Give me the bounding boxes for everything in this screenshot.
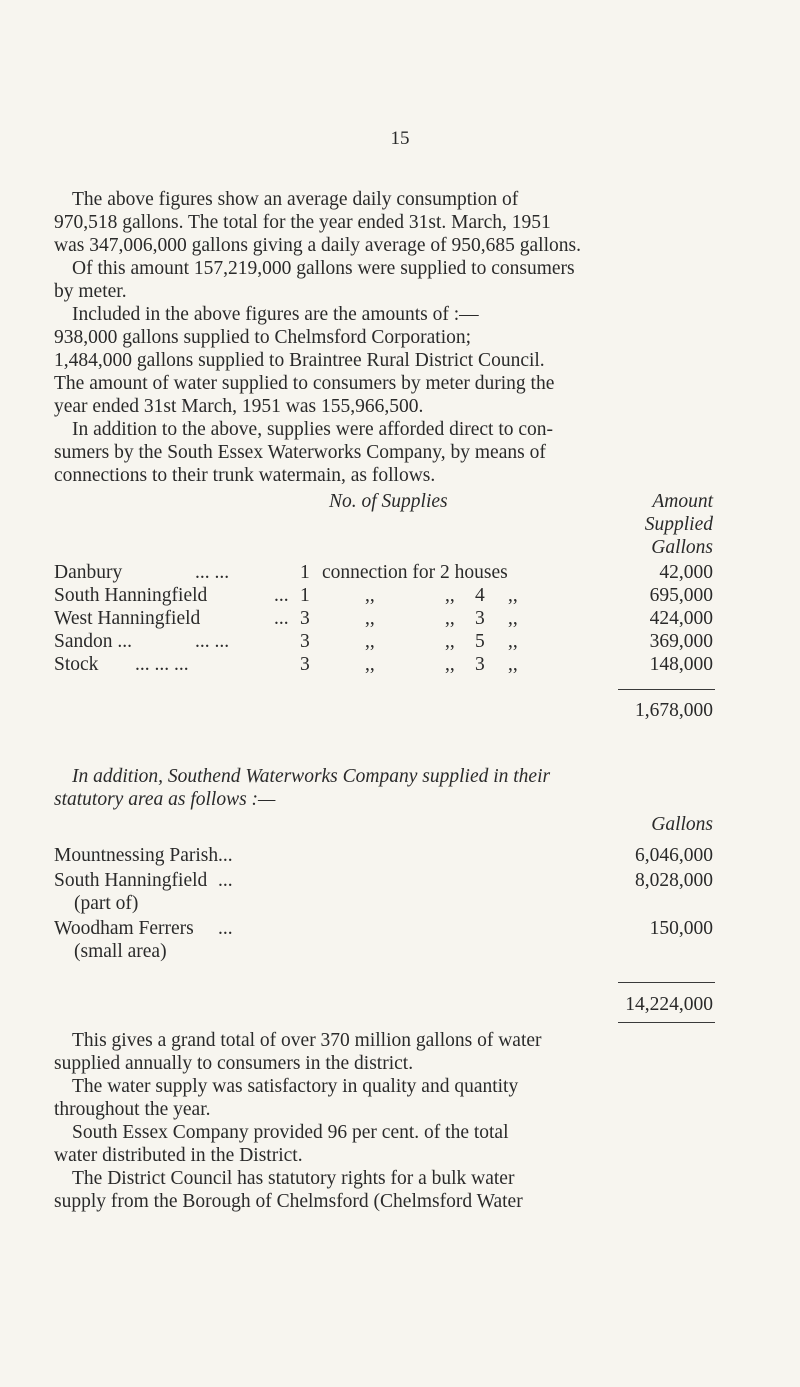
table2-sub: (part of) <box>74 893 139 914</box>
paragraph-line: by meter. <box>54 281 127 302</box>
table2-dots: ... <box>218 918 233 939</box>
table1-num: 1 <box>300 585 310 606</box>
table2-place: Woodham Ferrers <box>54 918 194 939</box>
table1-header-amount: Amount <box>652 491 713 512</box>
page-number: 15 <box>390 128 410 149</box>
table1-place: West Hanningfield <box>54 608 201 629</box>
table1-ditto: ,, <box>445 654 455 675</box>
table2-place: South Hanningfield <box>54 870 208 891</box>
table1-houses: 3 <box>475 608 485 629</box>
paragraph-line: South Essex Company provided 96 per cent. of the total <box>72 1122 509 1143</box>
table1-houses: 3 <box>475 654 485 675</box>
table1-ditto: ,, <box>365 585 375 606</box>
table2-total-rule <box>618 982 715 983</box>
paragraph-line: was 347,006,000 gallons giving a daily average of 950,685 gallons. <box>54 235 581 256</box>
paragraph-line: supply from the Borough of Chelmsford (Chelmsford Water <box>54 1191 523 1212</box>
table1-dots: ... ... ... <box>135 654 189 675</box>
table1-num: 3 <box>300 631 310 652</box>
paragraph-line: supplied annually to consumers in the district. <box>54 1053 414 1074</box>
paragraph-line: statutory area as follows :— <box>54 789 276 810</box>
table2-header: Gallons <box>651 814 713 835</box>
table1-header-supplies: No. of Supplies <box>329 491 448 512</box>
paragraph-line: The amount of water supplied to consumers by meter during the <box>54 373 555 394</box>
paragraph-line: The District Council has statutory rights for a bulk water <box>72 1168 515 1189</box>
table1-num: 1 <box>300 562 310 583</box>
table2-sub: (small area) <box>74 941 167 962</box>
paragraph-line: sumers by the South Essex Waterworks Company, by means of <box>54 442 546 463</box>
table1-ditto: ,, <box>508 631 518 652</box>
table1-num: 3 <box>300 608 310 629</box>
table2-dots: ... <box>218 870 233 891</box>
table1-total-rule <box>618 689 715 690</box>
paragraph-line: Included in the above figures are the amounts of :— <box>72 304 479 325</box>
table1-amount: 369,000 <box>649 631 713 652</box>
table1-place: Sandon ... <box>54 631 132 652</box>
table1-header-amount: Supplied <box>644 514 713 535</box>
paragraph-line: connections to their trunk watermain, as follows. <box>54 465 436 486</box>
table1-dots: ... ... <box>195 631 230 652</box>
table2-amount: 8,028,000 <box>635 870 713 891</box>
paragraph-line: Of this amount 157,219,000 gallons were supplied to consumers <box>72 258 575 279</box>
table1-place: Danbury <box>54 562 123 583</box>
table1-dots: ... <box>274 608 289 629</box>
table1-header-amount: Gallons <box>651 537 713 558</box>
table1-amount: 424,000 <box>649 608 713 629</box>
table1-ditto: ,, <box>365 654 375 675</box>
table1-ditto: ,, <box>508 608 518 629</box>
paragraph-line: 938,000 gallons supplied to Chelmsford Corporation; <box>54 327 472 348</box>
paragraph-line: The water supply was satisfactory in quality and quantity <box>72 1076 519 1097</box>
paragraph-line: year ended 31st March, 1951 was 155,966,500. <box>54 396 424 417</box>
table1-amount: 148,000 <box>649 654 713 675</box>
table1-ditto: ,, <box>365 631 375 652</box>
table1-place: South Hanningfield <box>54 585 208 606</box>
table1-dots: ... <box>274 585 289 606</box>
table1-ditto: ,, <box>445 631 455 652</box>
table1-houses: 4 <box>475 585 485 606</box>
table1-ditto: ,, <box>445 608 455 629</box>
table2-amount: 150,000 <box>649 918 713 939</box>
table1-amount: 695,000 <box>649 585 713 606</box>
table1-total: 1,678,000 <box>635 700 713 721</box>
table2-total: 14,224,000 <box>625 994 713 1015</box>
table1-dots: ... ... <box>195 562 230 583</box>
table1-place: Stock <box>54 654 99 675</box>
paragraph-line: 1,484,000 gallons supplied to Braintree Rural District Council. <box>54 350 545 371</box>
paragraph-line: The above figures show an average daily consumption of <box>72 189 519 210</box>
table2-place: Mountnessing Parish <box>54 845 219 866</box>
paragraph-line: In addition to the above, supplies were afforded direct to con- <box>72 419 554 440</box>
table1-supply: connection for 2 houses <box>322 562 508 583</box>
table1-ditto: ,, <box>445 585 455 606</box>
paragraph-line: water distributed in the District. <box>54 1145 303 1166</box>
paragraph-line: This gives a grand total of over 370 million gallons of water <box>72 1030 542 1051</box>
paragraph-line: throughout the year. <box>54 1099 211 1120</box>
paragraph-line: In addition, Southend Waterworks Company supplied in their <box>72 766 551 787</box>
table1-ditto: ,, <box>365 608 375 629</box>
table1-amount: 42,000 <box>659 562 713 583</box>
table1-num: 3 <box>300 654 310 675</box>
paragraph-line: 970,518 gallons. The total for the year ended 31st. March, 1951 <box>54 212 551 233</box>
table1-ditto: ,, <box>508 654 518 675</box>
table1-ditto: ,, <box>508 585 518 606</box>
table2-total-underline <box>618 1022 715 1023</box>
table1-houses: 5 <box>475 631 485 652</box>
table2-dots: ... <box>218 845 233 866</box>
table2-amount: 6,046,000 <box>635 845 713 866</box>
